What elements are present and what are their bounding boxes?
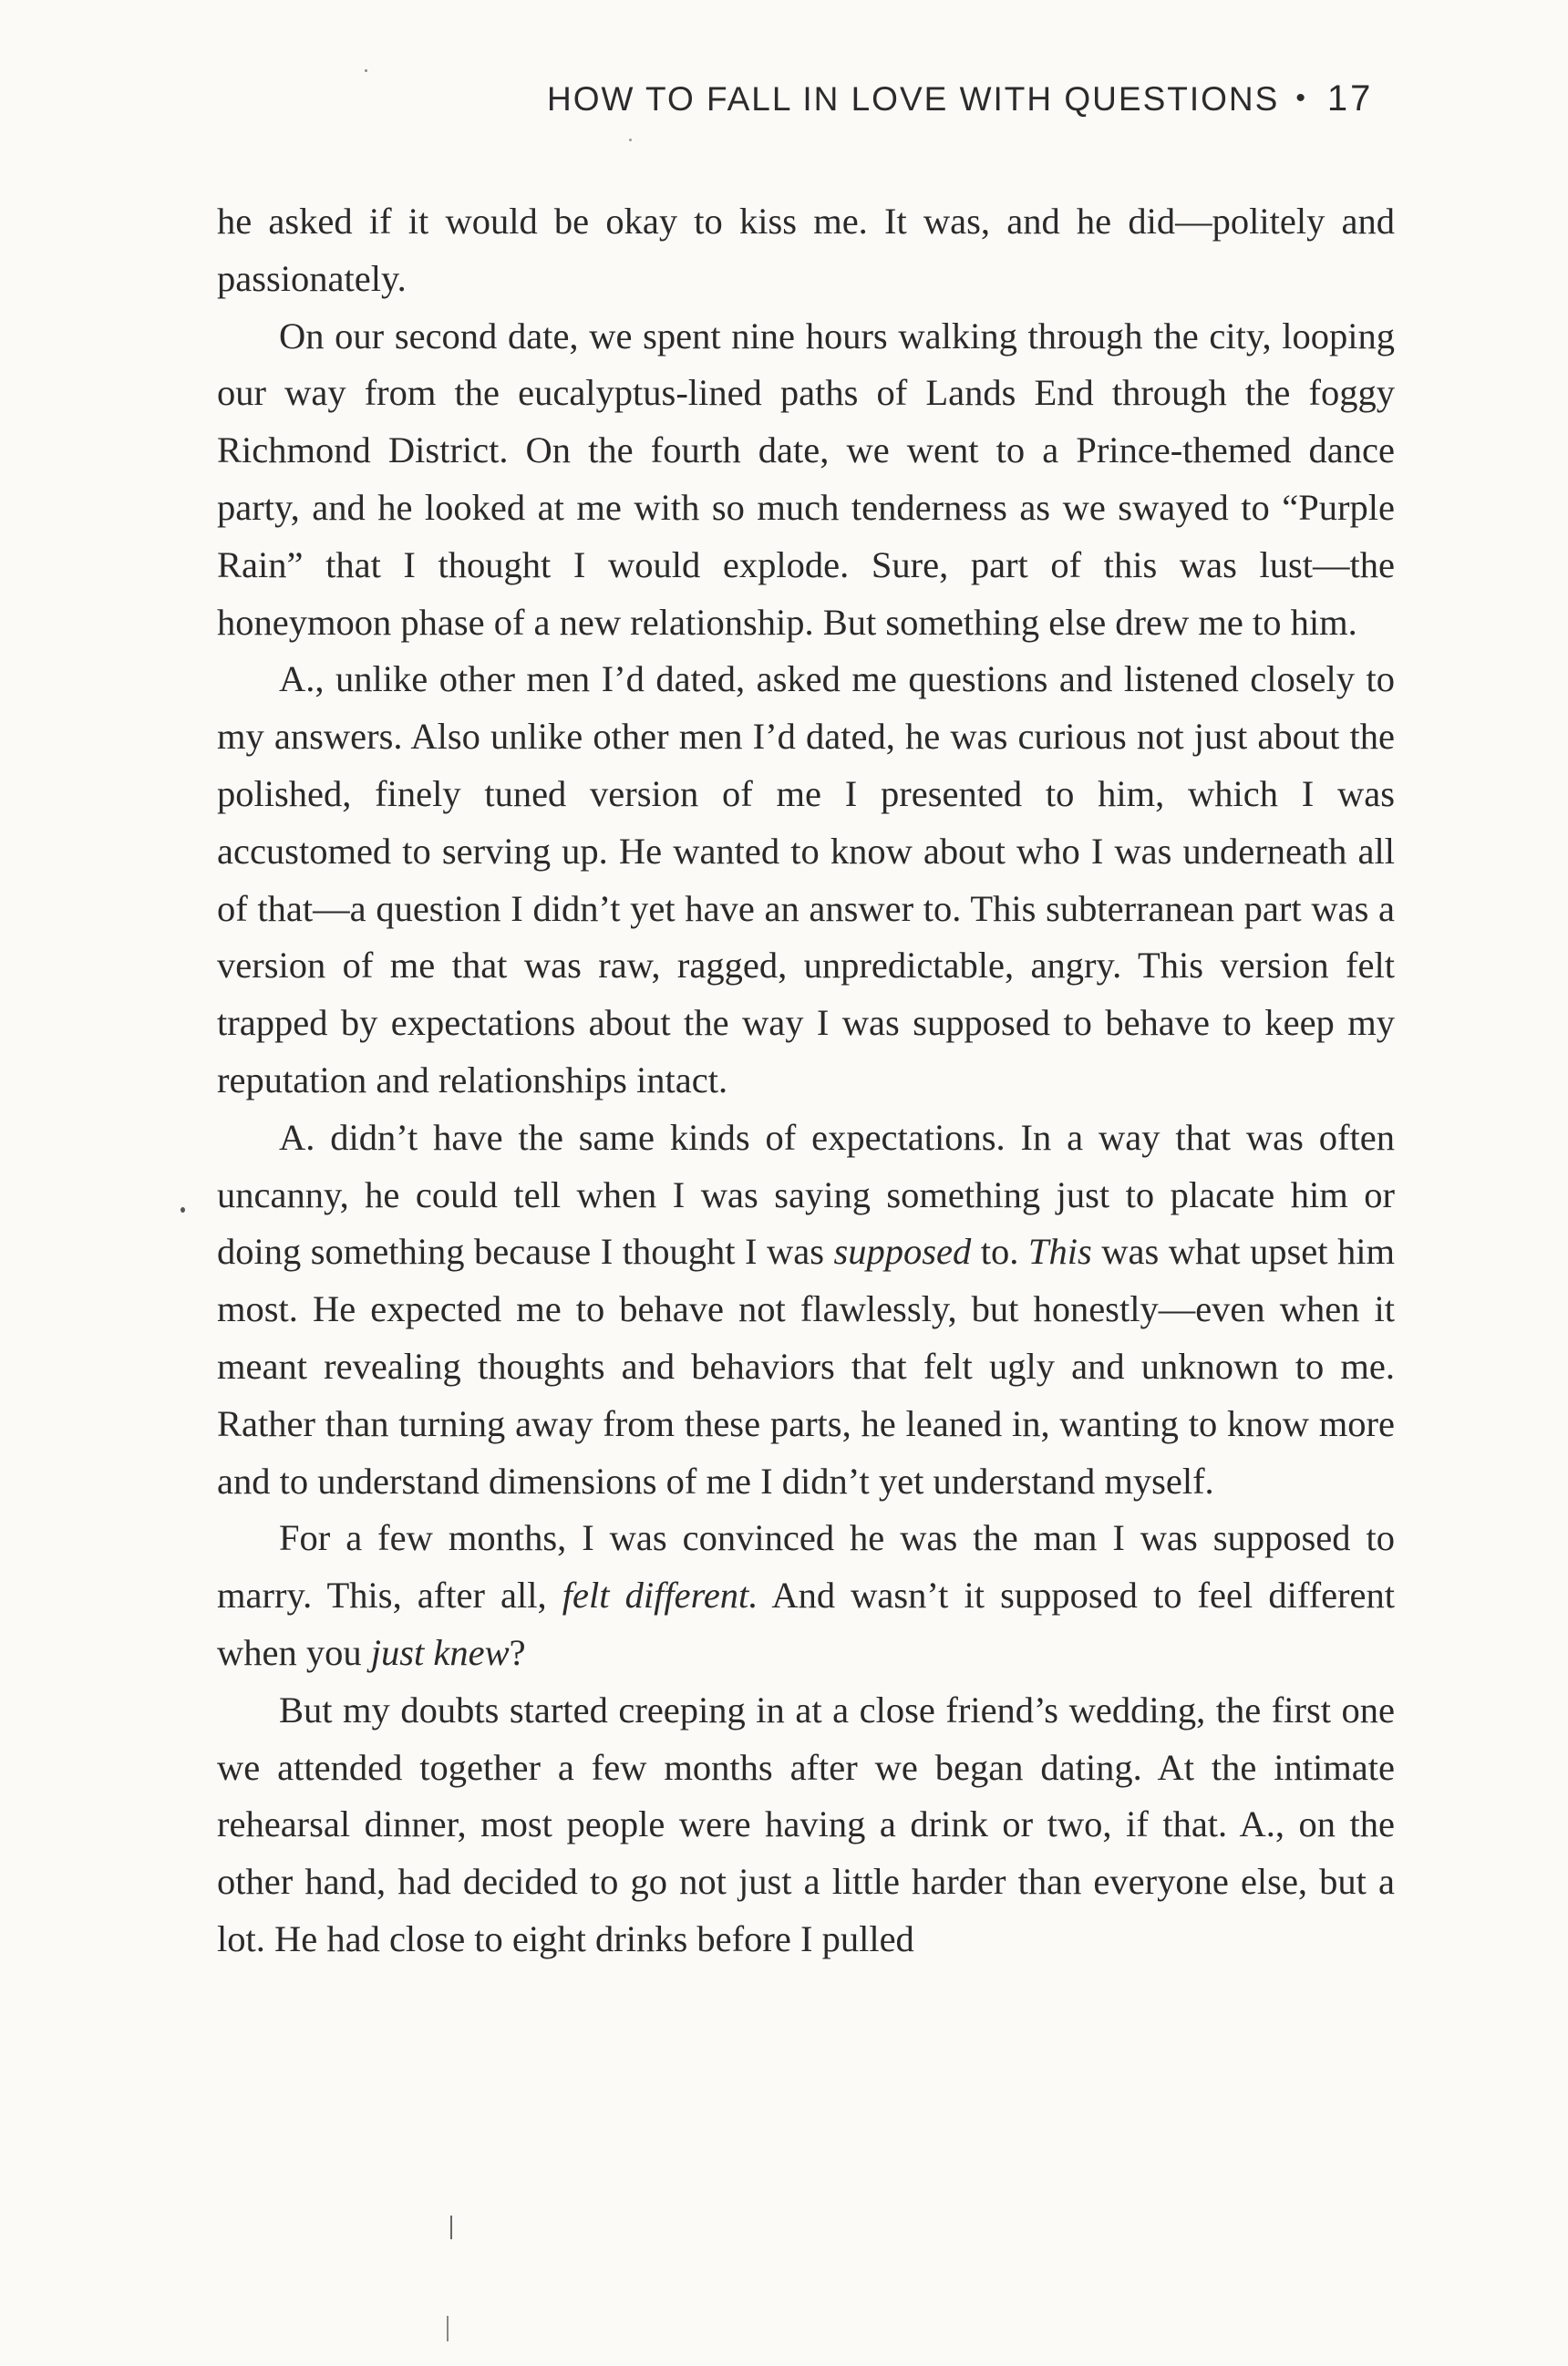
paragraph [217, 1682, 1395, 1968]
paragraph [217, 1110, 1395, 1511]
text-run: But my doubts started creeping in at a close friend’s wedding, the first one we attended together a few months after we began dating. At the intimate rehearsal dinner, most people were having a drink or two, if that. A., on the other hand, had decided to go not just a little harder than everyone else, but a lot. He had close to eight drinks before I pulled [217, 1689, 1395, 1959]
body-text [217, 193, 1395, 1968]
scan-speck [181, 1207, 185, 1213]
text-run: On our second date, we spent nine hours walking through the city, looping our way from the eucalyptus-lined paths of Lands End through the foggy Richmond District. On the fourth date, we went to a Prince-themed dance party, and he looked at me with so much tenderness as we swayed to “Purple Rain” that I thought I would explode. Sure, part of this was lust—the honeymoon phase of a new relationship. But something else drew me to him. [217, 315, 1395, 643]
italic-text: felt different. [562, 1575, 758, 1617]
running-head-title: HOW TO FALL IN LOVE WITH QUESTIONS [547, 80, 1280, 118]
text-run: to. [971, 1231, 1028, 1273]
text-run: For a few months, I was convinced he was the man I was supposed to marry. This, after all, [217, 1517, 1395, 1617]
text-run: was what upset him most. He expected me to behave not flawlessly, but honestly—even when it meant revealing thoughts and behaviors that felt ugly and unknown to me. Rather than turning away from these parts, he leaned in, wanting to know more and to understand dimensions of me I didn’t yet understand myself. [217, 1231, 1395, 1502]
running-head [547, 78, 1374, 119]
italic-text: supposed [833, 1231, 972, 1273]
italic-text: just knew [370, 1631, 510, 1673]
paragraph [217, 1510, 1395, 1681]
page-number: 17 [1326, 78, 1374, 119]
paragraph [217, 651, 1395, 1109]
scan-mark [447, 2316, 449, 2341]
text-run: A. didn’t have the same kinds of expectations. In a way that was often uncanny, he could tell when I was saying something just to placate him or doing something because I thought I was [217, 1116, 1395, 1273]
text-run: ? [509, 1631, 526, 1673]
running-head-bullet: • [1295, 83, 1307, 113]
paragraph [217, 308, 1395, 652]
paragraph [217, 193, 1395, 308]
text-run: And wasn’t it supposed to feel different when you [217, 1575, 1396, 1673]
text-run: he asked if it would be okay to kiss me. It was, and he did—politely and passionately. [217, 201, 1395, 299]
scan-mark [450, 2216, 452, 2239]
text-run: A., unlike other men I’d dated, asked me questions and listened closely to my answers. Also unlike other men I’d dated, he was curious not just about the polished, finely tuned version of me I presented to him, which I was accustomed to serving up. He wanted to know about who I was underneath all of that—a question I didn’t yet have an answer to. This subterranean part was a version of me that was raw, ragged, unpredictable, angry. This version felt trapped by expectations about the way I was supposed to behave to keep my reputation and relationships intact. [217, 658, 1395, 1100]
italic-text: This [1027, 1231, 1092, 1273]
scan-speck [365, 69, 367, 72]
scan-speck [629, 139, 632, 141]
